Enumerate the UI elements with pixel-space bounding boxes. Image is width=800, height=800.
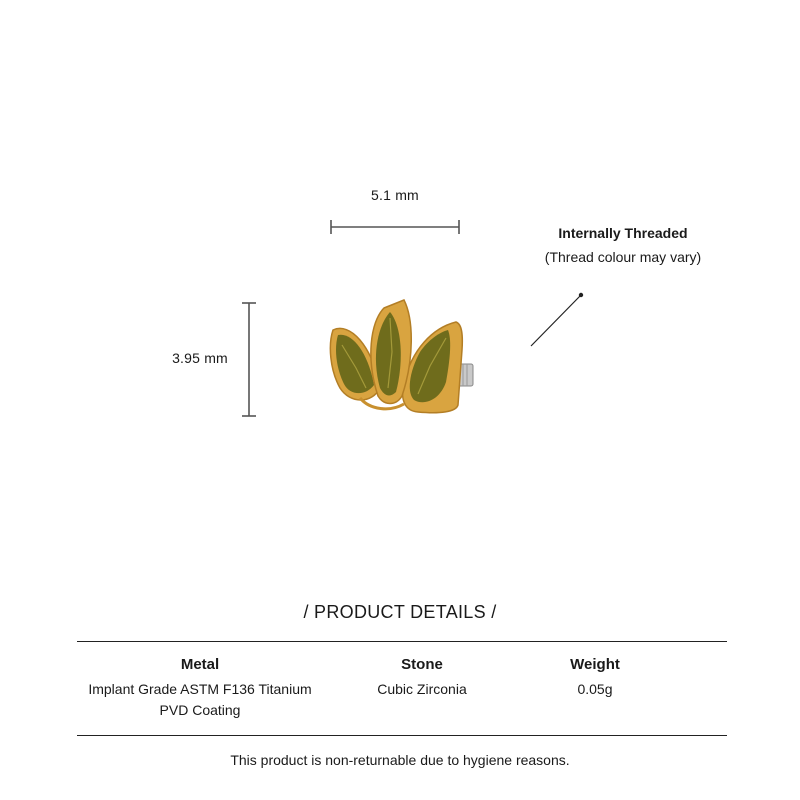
- detail-heading-metal: Metal: [180, 656, 220, 673]
- detail-heading-weight: Weight: [570, 656, 620, 673]
- detail-value-metal-line-2: PVD Coating: [159, 702, 241, 718]
- stone-center: [371, 300, 411, 404]
- detail-value-weight: 0.05g: [577, 681, 613, 697]
- thread-note-subtitle: (Thread colour may vary): [544, 249, 702, 265]
- product-details-heading: / PRODUCT DETAILS /: [303, 602, 497, 622]
- detail-column-metal: [80, 656, 320, 721]
- divider-bottom: [77, 735, 727, 736]
- divider-top: [77, 641, 727, 642]
- width-dimension-label: 5.1 mm: [371, 187, 419, 203]
- thread-note-title: Internally Threaded: [558, 225, 688, 241]
- thread-pointer-line: [531, 293, 583, 346]
- width-dimension-line: [331, 220, 459, 234]
- detail-value-stone: Cubic Zirconia: [377, 681, 467, 697]
- detail-column-stone: [328, 656, 516, 700]
- hygiene-notice: This product is non-returnable due to hygiene reasons.: [230, 752, 570, 768]
- detail-heading-stone: Stone: [401, 656, 443, 673]
- detail-column-weight: [520, 656, 670, 700]
- height-dimension-label: 3.95 mm: [172, 350, 228, 366]
- height-dimension-line: [242, 303, 256, 416]
- detail-value-metal-line-1: Implant Grade ASTM F136 Titanium: [88, 681, 312, 697]
